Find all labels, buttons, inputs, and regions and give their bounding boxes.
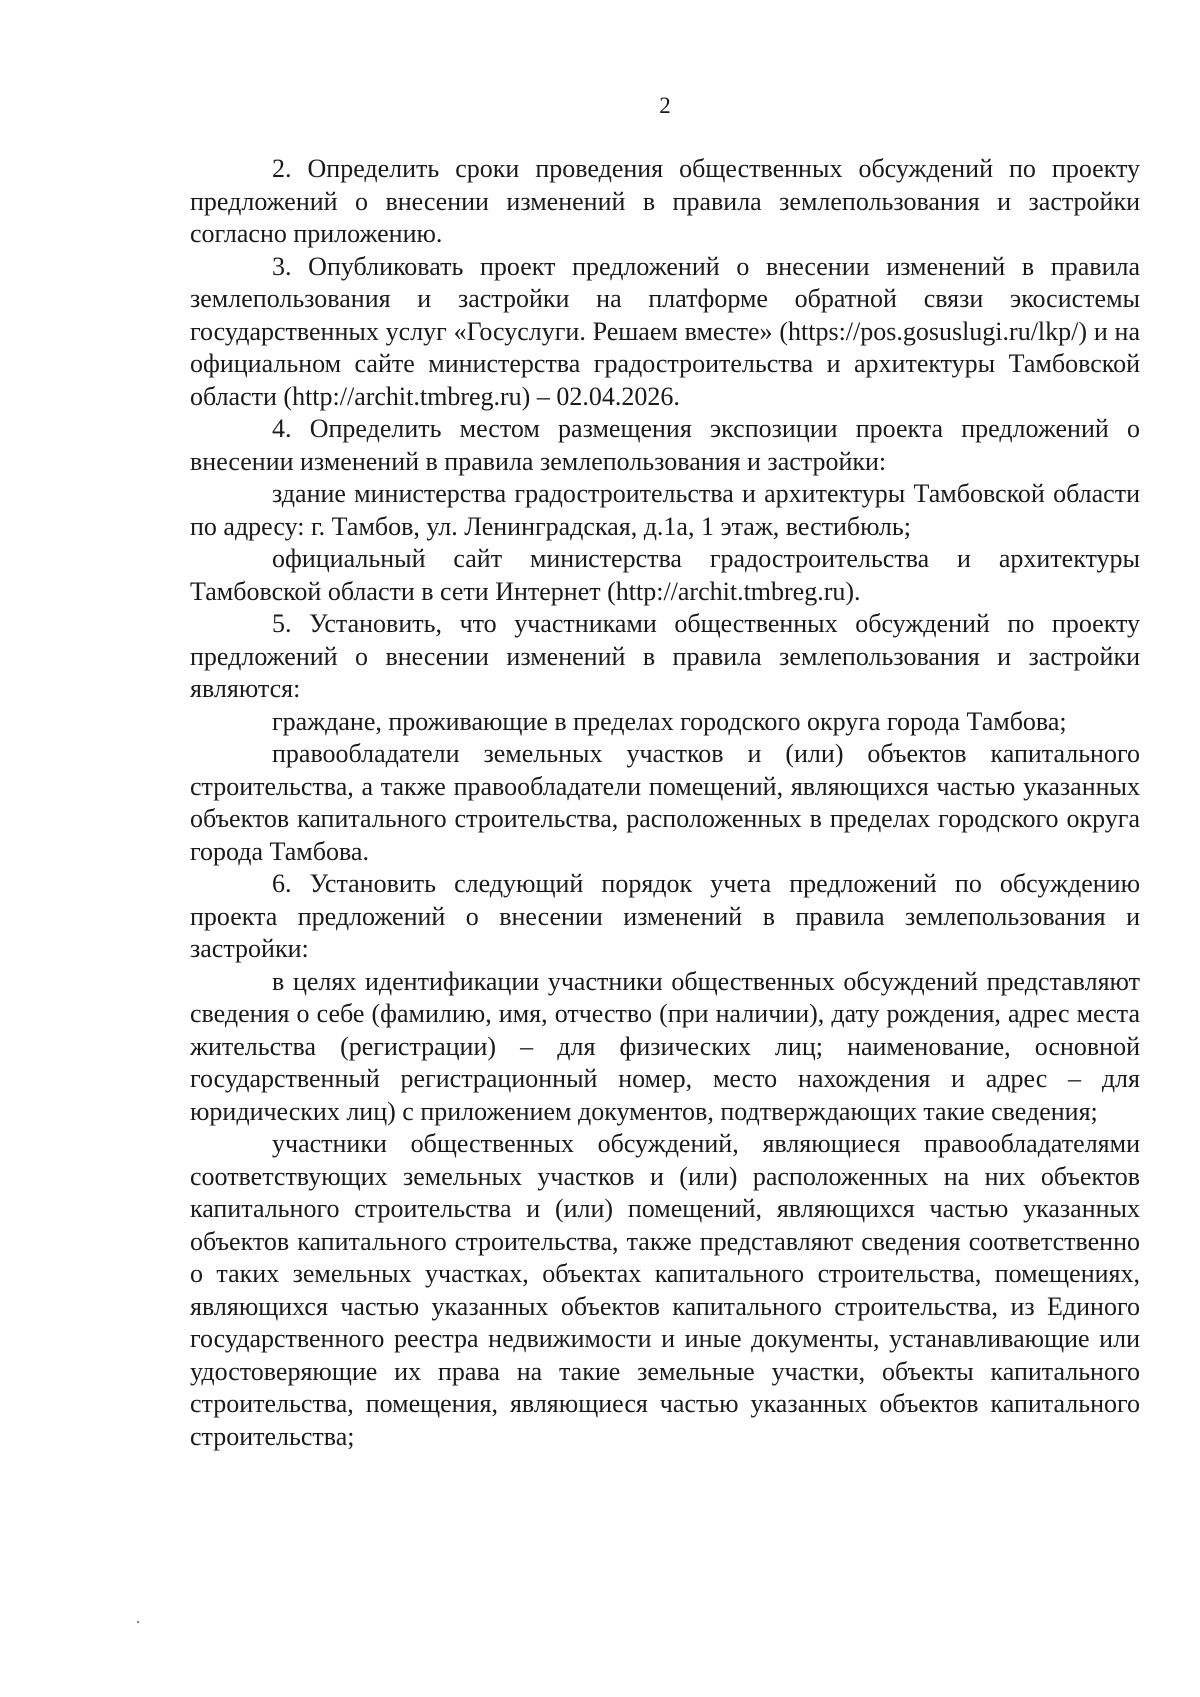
document-body xyxy=(190,153,1140,1453)
paragraph-item-6: 6. Установить следующий порядок учета предложений по обсуждению проекта предложений о внесении изменений в правила землепользования и застройки: xyxy=(190,869,1140,963)
paragraph-item-5: 5. Установить, что участниками общественных обсуждений по проекту предложений о внесении изменений в правила землепользования и застройки являются: xyxy=(190,609,1140,703)
page-number: 2 xyxy=(659,93,671,118)
paragraph-item-6-rightholders-info: участники общественных обсуждений, являющиеся правообладателями соответствующих земельных участков и (или) расположенных на них объектов капитального строительства и (или) помещений, являющихся частью указанных объектов капитального строительства, также представляют сведения соответственно о таких земельных участках, объектах капитального строительства, помещениях, являющихся частью указанных объектов капитального строительства, из Единого государственного реестра недвижимости и иные документы, устанавливающие или удостоверяющие их права на такие земельные участки, объекты капитального строительства, помещения, являющиеся частью указанных объектов капитального строительства; xyxy=(190,1129,1140,1451)
paragraph-item-5-rightholders: правообладатели земельных участков и (или) объектов капитального строительства, а также правообладатели помещений, являющихся частью указанных объектов капитального строительства, расположенных в пределах городского округа города Тамбова. xyxy=(190,739,1140,866)
paragraph-item-4-place-website: официальный сайт министерства градостроительства и архитектуры Тамбовской области в сети Интернет (http://archit.tmbreg.ru). xyxy=(190,544,1140,606)
paragraph-item-5-citizens: граждане, проживающие в пределах городского округа города Тамбова; xyxy=(272,706,1067,736)
paragraph-item-3: 3. Опубликовать проект предложений о внесении изменений в правила землепользования и застройки на платформе обратной связи экосистемы государственных услуг «Госуслуги. Решаем вместе» (https://pos.gosuslugi.ru/lkp/) и на официальном сайте министерства градостроительства и архитектуры Тамбовской области (http://archit.tmbreg.ru) – 02.04.2026. xyxy=(190,251,1140,411)
paragraph-item-6-identification: в целях идентификации участники общественных обсуждений представляют сведения о себе (фамилию, имя, отчество (при наличии), дату рождения, адрес места жительства (регистрации) – для физических лиц; наименование, основной государственный регистрационный номер, место нахождения и адрес – для юридических лиц) с приложением документов, подтверждающих такие сведения; xyxy=(190,966,1140,1126)
paragraph-item-2: 2. Определить сроки проведения общественных обсуждений по проекту предложений о внесении изменений в правила землепользования и застройки согласно приложению. xyxy=(190,154,1140,248)
paragraph-item-4: 4. Определить местом размещения экспозиции проекта предложений о внесении изменений в правила землепользования и застройки: xyxy=(190,414,1140,476)
scan-artifact-dot xyxy=(137,1621,139,1623)
paragraph-item-4-place-building: здание министерства градостроительства и архитектуры Тамбовской области по адресу: г. Тамбов, ул. Ленинградская, д.1а, 1 этаж, вестибюль; xyxy=(190,479,1140,541)
